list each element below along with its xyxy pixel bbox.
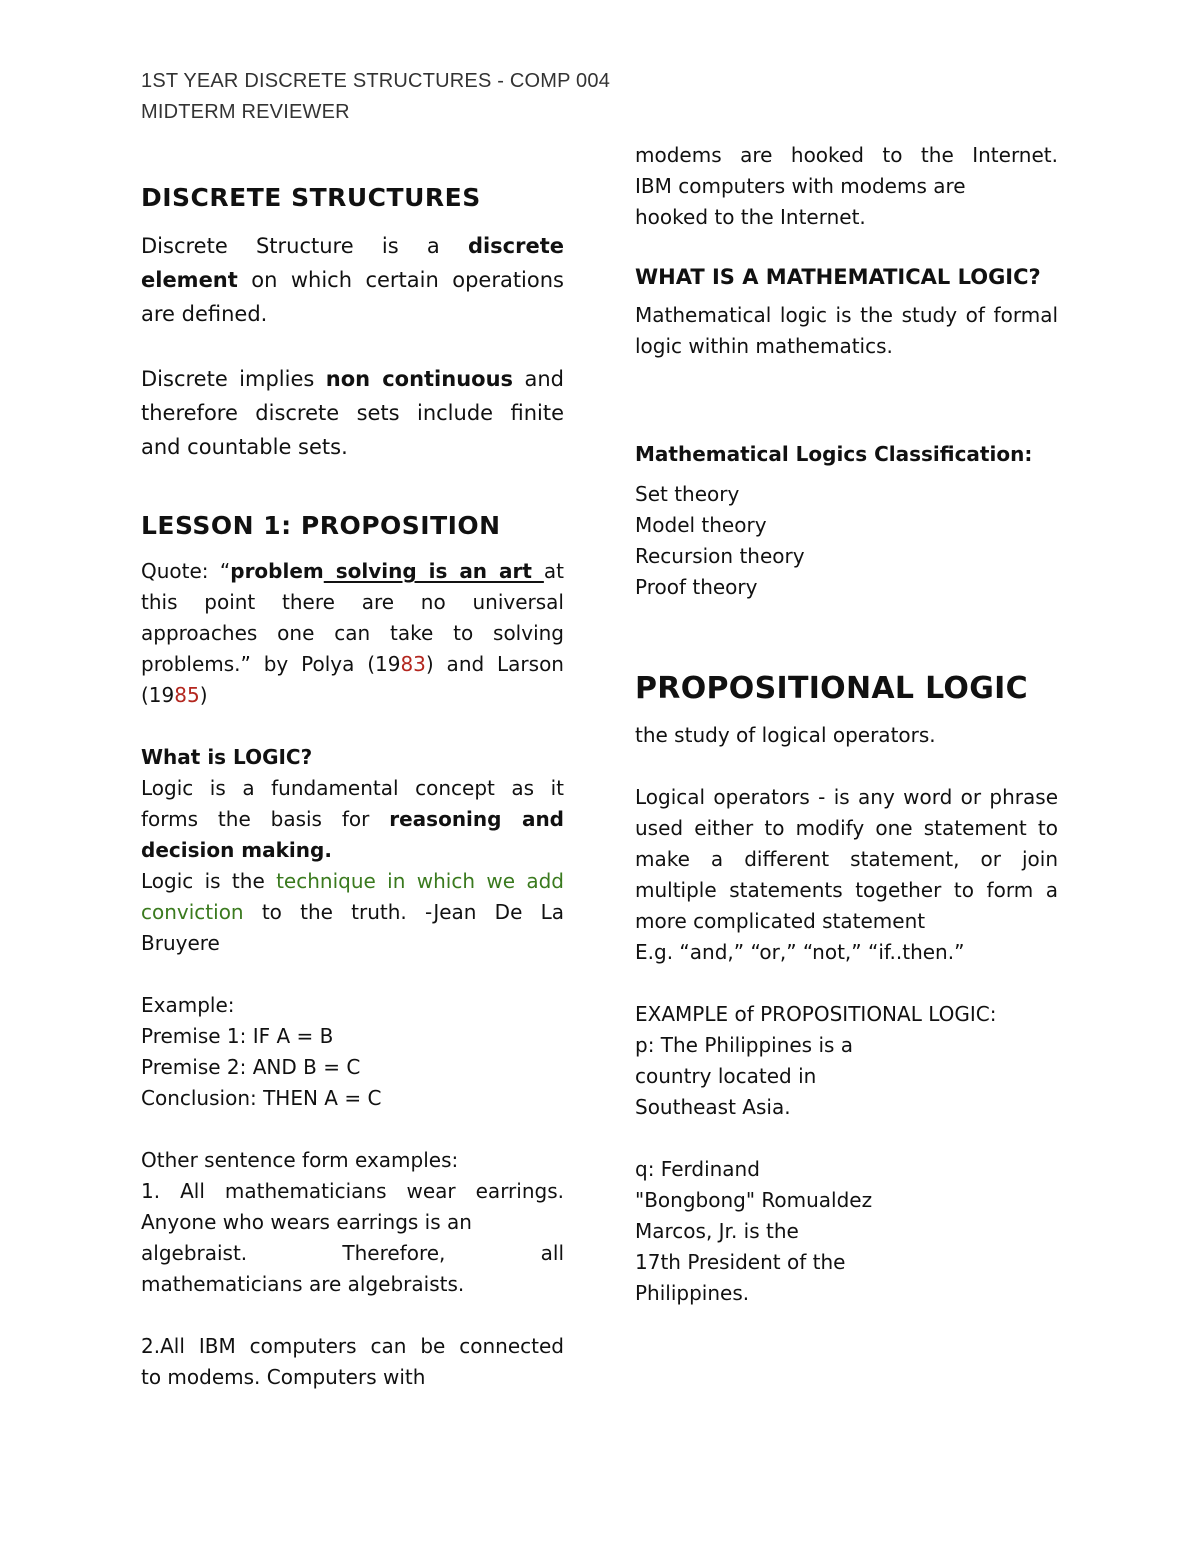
continued-line-3: hooked to the Internet. (635, 205, 866, 229)
section-title-discrete-structures: DISCRETE STRUCTURES (141, 183, 481, 212)
proposition-p-line: country located in (635, 1064, 817, 1088)
classification-item: Set theory (635, 482, 740, 506)
heading-what-is-logic: What is LOGIC? (141, 745, 313, 769)
left-column (141, 180, 564, 1393)
premise-1: Premise 1: IF A = B (141, 1024, 334, 1048)
continued-line-1: modems are hooked to the Internet. (635, 143, 1058, 167)
classification-item: Proof theory (635, 575, 758, 599)
premise-2: Premise 2: AND B = C (141, 1055, 361, 1079)
proposition-p-line: Southeast Asia. (635, 1095, 791, 1119)
classification-item: Model theory (635, 513, 767, 537)
quote-paragraph: Quote: “problem solving is an art at this point there are no universal approaches one can take to solving problems.” by Polya (1983) and Larson (1985) (141, 559, 564, 707)
proposition-p-line: p: The Philippines is a (635, 1033, 854, 1057)
example-1-line-3: algebraist. Therefore, all (141, 1241, 564, 1265)
proposition-q-line: 17th President of the (635, 1250, 846, 1274)
section-title-lesson-1: LESSON 1: PROPOSITION (141, 511, 501, 540)
logical-operators-examples: E.g. “and,” “or,” “not,” “if..then.” (635, 940, 965, 964)
paragraph-discrete-implies: Discrete implies non continuous and therefore discrete sets include finite and countable sets. (141, 367, 564, 459)
example-1-line-2: Anyone who wears earrings is an (141, 1210, 472, 1234)
document-header-subtitle: MIDTERM REVIEWER (141, 101, 350, 123)
section-title-mathematical-logic: WHAT IS A MATHEMATICAL LOGIC? (635, 265, 1041, 289)
continued-line-2: IBM computers with modems are (635, 174, 966, 198)
paragraph-discrete-structure: Discrete Structure is a discrete element on which certain operations are defined. (141, 234, 564, 326)
example-1-line-1: 1. All mathematicians wear earrings. (141, 1179, 564, 1203)
example-2-line-2: to modems. Computers with (141, 1365, 426, 1389)
paragraph-logic-fundamental: Logic is a fundamental concept as it forms the basis for reasoning and decision making. (141, 776, 565, 862)
heading-example-propositional-logic: EXAMPLE of PROPOSITIONAL LOGIC: (635, 1002, 997, 1026)
heading-classification: Mathematical Logics Classification: (635, 442, 1033, 466)
classification-item: Recursion theory (635, 544, 805, 568)
proposition-q-line: q: Ferdinand (635, 1157, 760, 1181)
proposition-q-line: Philippines. (635, 1281, 750, 1305)
example-1-line-4: mathematicians are algebraists. (141, 1272, 465, 1296)
right-column (635, 140, 1058, 1309)
example-label: Example: (141, 993, 235, 1017)
other-examples-label: Other sentence form examples: (141, 1148, 459, 1172)
section-title-propositional-logic: PROPOSITIONAL LOGIC (635, 671, 1028, 706)
paragraph-logical-operators: Logical operators - is any word or phrase used either to modify one statement to make a different statement, or join multiple statements together to form a more complicated statement (635, 785, 1058, 933)
paragraph-logic-technique: Logic is the technique in which we add conviction to the truth. -Jean De La Bruyere (141, 869, 564, 955)
example-2-line-1: 2.All IBM computers can be connected (141, 1334, 564, 1358)
paragraph-propositional-logic: the study of logical operators. (635, 723, 936, 747)
conclusion: Conclusion: THEN A = C (141, 1086, 382, 1110)
proposition-q-line: "Bongbong" Romualdez (635, 1188, 873, 1212)
document-header-course: 1ST YEAR DISCRETE STRUCTURES - COMP 004 (141, 70, 611, 92)
proposition-q-line: Marcos, Jr. is the (635, 1219, 799, 1243)
paragraph-mathematical-logic: Mathematical logic is the study of formal logic within mathematics. (635, 303, 1058, 358)
